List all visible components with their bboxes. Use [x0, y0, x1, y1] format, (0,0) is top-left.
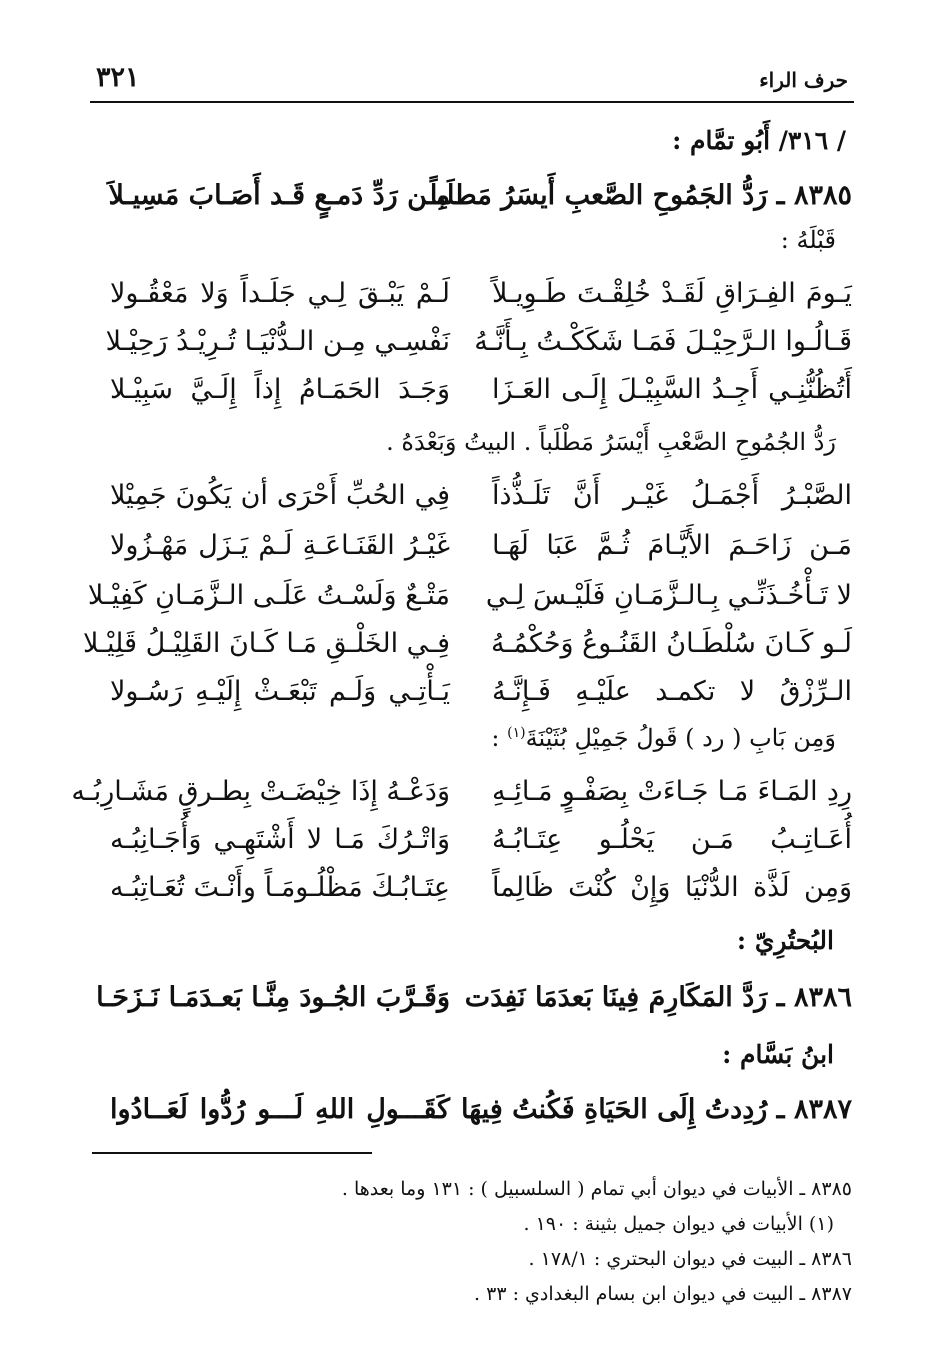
bab-text: وَمِن بَابِ ( رد ) قَولُ جَمِيْلِ بُثَيْنَةَ	[525, 724, 836, 752]
verse-hemistich-first: ٨٣٨٥ ـ رَدُّ الجَمُوحِ الصَّعبِ أَيسَرُ مَطلَباً	[429, 180, 852, 211]
footnote-rule	[92, 1152, 372, 1154]
verse-hemistich-first: ٨٣٨٧ ـ رُدِدتُ إِلَى الحَيَاةِ فَكُنتُ فِيهَا	[461, 1094, 852, 1125]
footnote-marker: (١)	[507, 725, 526, 741]
verse-hemistich-second: مَتْـعٌ وَلَسْـتُ عَلَـى الـزَّمَـانِ كَفِيْـلا	[87, 580, 450, 611]
verse-jamil-2	[110, 824, 852, 870]
verse-8385	[110, 180, 852, 226]
footnote-8386: ٨٣٨٦ ـ البيت في ديوان البحتري : ١٧٨/١ .	[528, 1248, 852, 1270]
footnote-8385: ٨٣٨٥ ـ الأبيات في ديوان أبي تمام ( السلسبيل ) : ١٣١ وما بعدها .	[341, 1178, 852, 1200]
verse-hemistich-first: الـرِّزْقُ لا تكمـد علَيْـهِ فَـإِنَّـهُ	[492, 676, 852, 707]
verse-hemistich-second: وَقَـرَّبَ الجُـودَ مِنَّـا بَعـدَمَـا نَـزَحَـا	[96, 982, 450, 1013]
verse-hemistich-second: وَدَعْـهُ إِذَا خِيْضَـتْ بِطـرقٍ مَشَـارِبُـه	[71, 776, 450, 807]
verse-before-1	[110, 278, 852, 324]
verse-after-3	[87, 580, 852, 626]
verse-hemistich-second: كَقَـــولِ اللهِ لَـــو رُدُّوا لَعَــادُوا	[110, 1094, 450, 1125]
page-number: ٣٢١	[96, 62, 140, 93]
verse-hemistich-second: فِي الحُبِّ أَحْرَى أن يَكُونَ جَمِيْلا	[110, 480, 450, 511]
verse-hemistich-second: فِـي الخَلْـقِ مَـا كَـانَ القَلِيْـلُ قَلِيْـلا	[82, 628, 450, 659]
verse-hemistich-second: عِتَـابُـكَ مَظْلُـومَـاً وأَنْـتَ تُعَـاتِبُـه	[110, 872, 450, 903]
verse-hemistich-second: نَفْسِـي مِـن الـدُّنْيَـا تُـرِيْـدُ رَحِيْـلا	[105, 326, 450, 357]
verse-hemistich-second: يَـأْتِـي وَلَـم تَبْعَـثْ إِلَيْـهِ رَسُـولا	[110, 676, 450, 707]
header-rule	[90, 101, 854, 103]
qablah-note: قَبْلَهُ :	[780, 226, 836, 254]
verse-hemistich-first: رِدِ المَـاءَ مَـا جَـاءَتْ بِصَفْـوٍ مَـائِـهِ	[492, 776, 852, 807]
poet-heading-ibn-bassam: ابنُ بَسَّام :	[722, 1040, 834, 1069]
bab-colon: :	[491, 724, 500, 752]
verse-hemistich-first: لا تَـأْخُـذَنِّـي بِـالـزَّمَـانِ فَلَيْـسَ لِـي	[485, 580, 852, 611]
verse-after-1	[110, 480, 852, 526]
verse-hemistich-first: ٨٣٨٦ ـ رَدَّ المَكَارِمَ فِينَا بَعدَمَا نَفِدَت	[464, 982, 852, 1013]
poet-heading-abu-tammam: / ٣١٦/ أَبُو تمَّام :	[672, 126, 846, 155]
bab-line	[491, 724, 836, 752]
page-header	[90, 62, 854, 98]
verse-jamil-3	[110, 872, 852, 918]
verse-hemistich-first: أَتُظُنُّنِـي أَجِـدُ السَّبِيْـلَ إِلَـى العَـزَا	[492, 374, 852, 405]
verse-hemistich-first: لَـو كَـانَ سُلْطَـانُ القَنُـوعُ وَحُكْمُـهُ	[490, 628, 852, 659]
verse-hemistich-second: غَيْـرُ القَنَـاعَـةِ لَـمْ يَـزَل مَهْـزُولا	[110, 530, 450, 561]
verse-hemistich-second: لَـمْ يَبْـقَ لِـي جَلَـداً وَلا مَعْقُـولا	[110, 278, 450, 309]
after-note-line: رَدُّ الجُمُوحِ الصَّعْبِ أَيْسَرُ مَطْلَباً . البيتُ وَبَعْدَهُ .	[386, 428, 836, 456]
section-title: حرف الراء	[759, 68, 848, 92]
verse-hemistich-second: وَاتْـرُكَ مَـا لا أَشْتَهِـي وَأُجَـانِبُـه	[110, 824, 450, 855]
footnote-8387: ٨٣٨٧ ـ البيت في ديوان ابن بسام البغدادي : ٣٣ .	[474, 1283, 852, 1305]
verse-hemistich-first: أُعَـاتِـبُ مَـن يَحْلُـو عِتَـابُـهُ	[492, 824, 852, 855]
verse-8386	[96, 982, 852, 1028]
verse-after-4	[82, 628, 852, 674]
verse-hemistich-first: قَـالُـوا الـرَّحِيْـلَ فَمَـا شَكَكْـتُ بِـأَنَّـهُ	[474, 326, 852, 357]
verse-before-2	[105, 326, 852, 372]
verse-hemistich-second: مِـن رَدِّ دَمـعٍ قَـد أَصَـابَ مَسِيـلاَ	[108, 180, 450, 211]
poet-heading-buhturi: البُحتُرِيّ :	[736, 926, 834, 955]
verse-8387	[110, 1094, 852, 1140]
verse-hemistich-first: وَمِن لَذَّة الدُّنْيَا وَإِنْ كُنْتَ ظَالِماً	[492, 872, 852, 903]
footnote-1: (١) الأبيات في ديوان جميل بثينة : ١٩٠ .	[523, 1213, 834, 1235]
verse-hemistich-second: وَجَـدَ الحَمَـامُ إِذاً إِلَـيَّ سَبِيْـلا	[110, 374, 450, 405]
verse-after-5	[110, 676, 852, 722]
verse-after-2	[110, 530, 852, 576]
verse-hemistich-first: يَـومَ الفِـرَاقِ لَقَـدْ خُلِقْـتَ طَـوِيـلاً	[492, 278, 852, 309]
verse-hemistich-first: مَـن زَاحَـمَ الأَيَّـامَ ثُـمَّ عَبَا لَهَـا	[492, 530, 852, 561]
verse-jamil-1	[71, 776, 852, 822]
verse-hemistich-first: الصَّبْـرُ أَجْمَـلُ غَيْـر أَنَّ تَلَـذُّذاً	[492, 480, 852, 511]
verse-before-3	[110, 374, 852, 420]
